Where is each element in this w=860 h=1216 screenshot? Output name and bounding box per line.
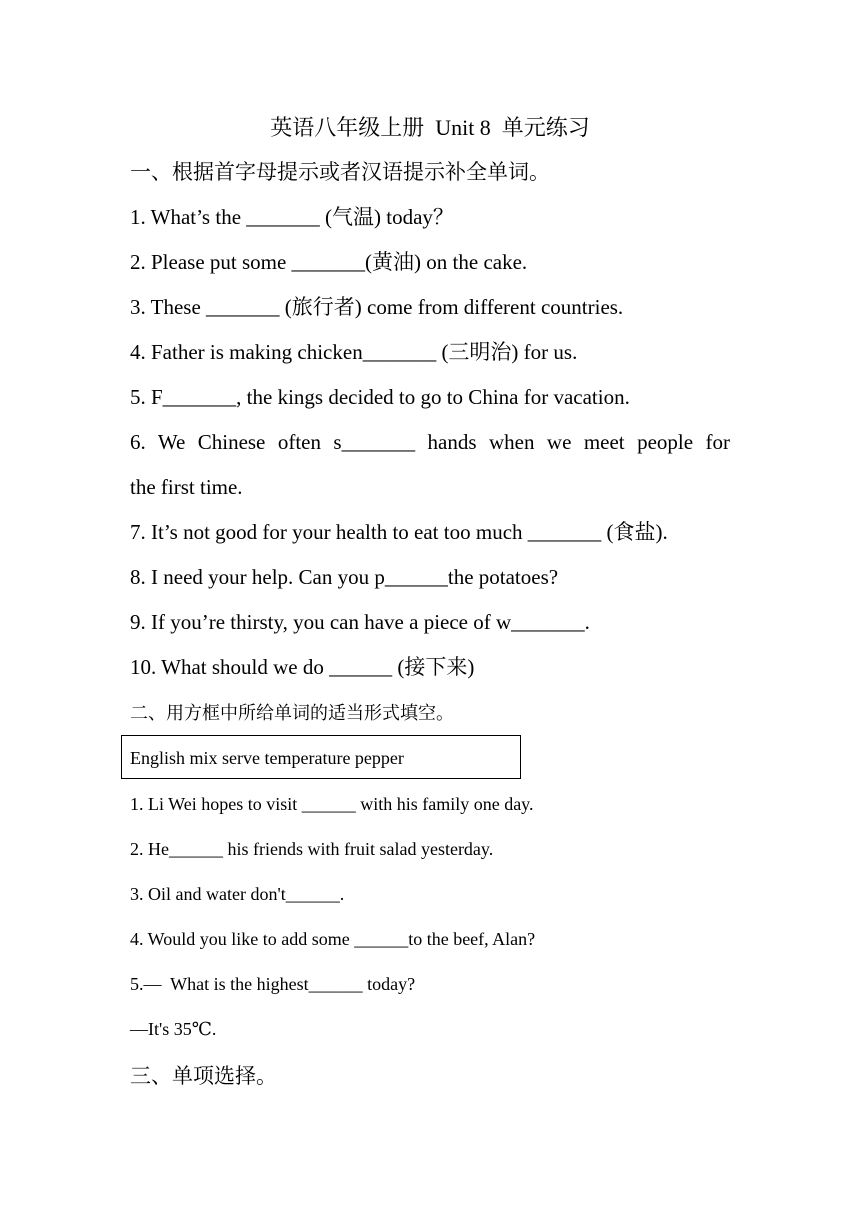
section1-item-8: 8. I need your help. Can you p______the potatoes? [130,565,559,589]
page-title: 英语八年级上册 Unit 8 单元练习 [270,115,590,140]
section1-item-10: 10. What should we do ______ (接下来) [130,655,475,679]
section2-item-5-answer: —It's 35℃. [130,1019,217,1039]
section1-heading: 一、根据首字母提示或者汉语提示补全单词。 [130,160,550,184]
section1-item-1: 1. What’s the _______ (气温) today？ [130,205,454,229]
section1-item-5: 5. F_______, the kings decided to go to China for vacation. [130,385,630,409]
section1-item-9: 9. If you’re thirsty, you can have a piece of w_______. [130,610,590,634]
section1-item-2: 2. Please put some _______(黄油) on the cake. [130,250,528,274]
section2-item-2: 2. He______ his friends with fruit salad yesterday. [130,839,494,859]
section2-item-5: 5.— What is the highest______ today? [130,974,416,994]
section2-heading: 二、用方框中所给单词的适当形式填空。 [130,703,454,723]
section1-item-4: 4. Father is making chicken_______ (三明治) for us. [130,340,578,364]
section1-item-3: 3. These _______ (旅行者) come from different countries. [130,295,624,319]
word-box: English mix serve temperature pepper [121,735,521,779]
section1-item-7: 7. It’s not good for your health to eat too much _______ (食盐). [130,520,668,544]
section2-item-1: 1. Li Wei hopes to visit ______ with his family one day. [130,794,534,814]
section3-heading: 三、单项选择。 [130,1064,277,1088]
section2-item-3: 3. Oil and water don't______. [130,884,345,904]
section2-item-4: 4. Would you like to add some ______to the beef, Alan? [130,929,536,949]
section1-item-6-continued: the first time. [130,475,243,499]
section1-item-6: 6. We Chinese often s_______ hands when we meet people for [130,430,730,454]
